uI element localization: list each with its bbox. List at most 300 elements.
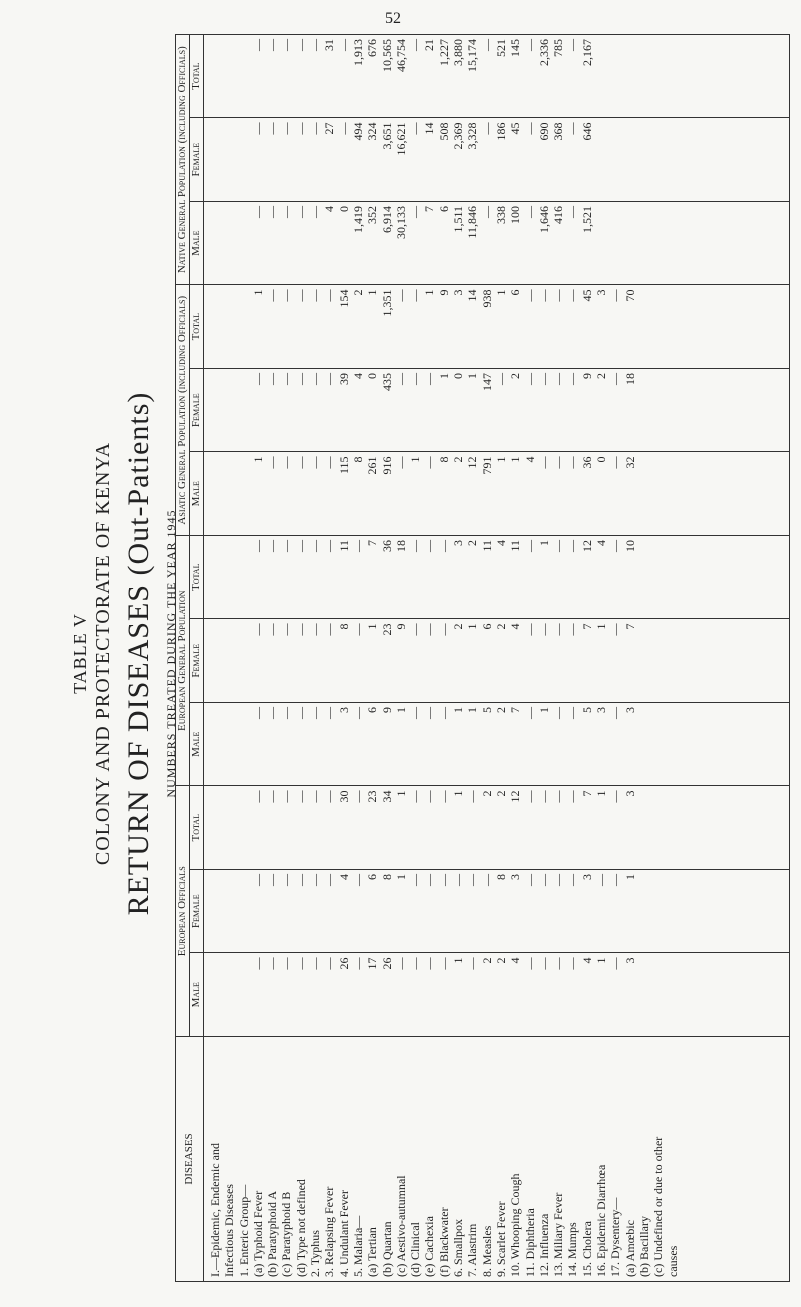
- data-cell: —: [293, 289, 308, 302]
- data-cell: —: [293, 456, 308, 469]
- data-cell: 4: [508, 623, 523, 630]
- data-cell: 6,914: [379, 205, 394, 233]
- data-cell: —: [436, 623, 451, 636]
- data-cell: 0: [365, 372, 380, 379]
- data-cell: 435: [379, 372, 394, 391]
- data-cell: 1: [594, 623, 609, 630]
- data-column: [204, 368, 790, 452]
- data-cell: —: [336, 38, 351, 51]
- data-cell: [222, 707, 236, 782]
- disease-line: (a) Tertian: [365, 1227, 380, 1277]
- data-cell: —: [350, 623, 365, 636]
- data-cell: —: [293, 706, 308, 719]
- data-cell: —: [608, 456, 623, 469]
- data-cell: 32: [622, 456, 637, 469]
- data-cell: 6: [436, 205, 451, 212]
- data-cell: —: [565, 122, 580, 135]
- data-cell: 11: [508, 539, 523, 552]
- data-cell: 2: [479, 790, 494, 797]
- data-cell: 1: [493, 456, 508, 463]
- data-cell: 1: [536, 539, 551, 546]
- data-cell: 3: [594, 289, 609, 296]
- data-column: [204, 201, 790, 285]
- data-cell: 1: [465, 372, 480, 379]
- data-cell: —: [551, 874, 566, 886]
- data-cell: —: [350, 706, 365, 719]
- data-cell: 690: [536, 122, 551, 141]
- data-cell: 8: [379, 874, 394, 880]
- disease-line: 15. Cholera: [579, 1221, 594, 1277]
- group-header-native: Native General Population (including Officials): [176, 34, 190, 285]
- data-cell: —: [522, 957, 537, 970]
- data-cell: 46,754: [393, 38, 408, 72]
- data-cell: —: [536, 456, 551, 469]
- data-cell: —: [436, 539, 451, 552]
- data-cell: 16,621: [393, 122, 408, 156]
- col-header-total: Total: [190, 786, 204, 870]
- data-cell: —: [436, 957, 451, 970]
- data-cell: 2: [493, 957, 508, 964]
- data-cell: —: [565, 957, 580, 970]
- data-cell: —: [308, 539, 323, 552]
- data-cell: [222, 289, 236, 364]
- data-cell: —: [408, 539, 423, 552]
- data-cell: 2: [451, 623, 466, 630]
- data-cell: —: [522, 205, 537, 218]
- data-cell: [208, 874, 222, 949]
- data-cell: —: [350, 957, 365, 970]
- data-cell: 1: [408, 456, 423, 463]
- data-column: [204, 619, 790, 703]
- data-cell: 154: [336, 289, 351, 308]
- data-cell: —: [265, 623, 280, 636]
- data-cell: 1: [393, 874, 408, 880]
- data-cell: 2: [465, 539, 480, 546]
- data-cell: —: [265, 874, 280, 886]
- data-cell: 21: [422, 38, 437, 51]
- data-cell: [594, 206, 608, 281]
- col-header-male: Male: [190, 201, 204, 285]
- data-cell: [222, 790, 236, 865]
- data-cell: —: [308, 623, 323, 636]
- data-column: [204, 452, 790, 536]
- data-cell: 2: [451, 456, 466, 463]
- data-cell: 31: [322, 38, 337, 51]
- data-cell: 34: [379, 790, 394, 803]
- data-cell: 521: [493, 38, 508, 57]
- data-cell: —: [522, 122, 537, 135]
- data-cell: —: [551, 623, 566, 636]
- group-header-european-general: European General Population: [176, 535, 190, 786]
- data-cell: 338: [493, 205, 508, 224]
- data-cell: —: [608, 623, 623, 636]
- data-cell: —: [265, 539, 280, 552]
- data-cell: 100: [508, 205, 523, 224]
- data-cell: 6: [479, 623, 494, 630]
- data-cell: —: [265, 957, 280, 970]
- disease-line: causes: [665, 1245, 680, 1277]
- data-cell: —: [265, 205, 280, 218]
- col-header-female: Female: [190, 368, 204, 452]
- data-cell: [222, 456, 236, 531]
- data-cell: —: [522, 623, 537, 636]
- data-cell: 324: [365, 122, 380, 141]
- data-cell: —: [265, 706, 280, 719]
- data-cell: 4: [493, 539, 508, 546]
- data-cell: 916: [379, 456, 394, 475]
- data-cell: —: [522, 289, 537, 302]
- data-cell: —: [279, 205, 294, 218]
- data-cell: 508: [436, 122, 451, 141]
- data-cell: [608, 206, 622, 281]
- data-cell: —: [522, 874, 537, 886]
- data-cell: —: [393, 289, 408, 302]
- data-cell: 494: [350, 122, 365, 141]
- data-cell: 4: [579, 957, 594, 964]
- data-cell: 1: [393, 706, 408, 713]
- data-cell: 2,336: [536, 38, 551, 66]
- data-cell: 1: [436, 372, 451, 379]
- data-cell: 26: [336, 957, 351, 970]
- data-cell: [237, 958, 251, 1033]
- disease-line: 9. Scarlet Fever: [493, 1201, 508, 1277]
- diseases-header: DISEASES: [176, 1037, 204, 1282]
- data-cell: 2,369: [451, 122, 466, 150]
- data-cell: —: [322, 289, 337, 302]
- data-cell: —: [308, 38, 323, 51]
- data-cell: [208, 206, 222, 281]
- data-cell: —: [265, 372, 280, 385]
- data-cell: [651, 540, 665, 615]
- data-cell: —: [565, 456, 580, 469]
- data-cell: —: [522, 38, 537, 51]
- data-cell: —: [265, 456, 280, 469]
- disease-line: 11. Diphtheria: [522, 1208, 537, 1277]
- data-cell: —: [408, 706, 423, 719]
- page-number: 52: [385, 10, 401, 27]
- disease-line: 16. Epidemic Diarrhœa: [594, 1164, 609, 1277]
- data-cell: —: [536, 957, 551, 970]
- data-cell: 1,227: [436, 38, 451, 66]
- data-cell: —: [265, 289, 280, 302]
- disease-line: I.—Epidemic, Endemic and: [208, 1143, 222, 1277]
- disease-line: 13. Miliary Fever: [551, 1192, 566, 1277]
- data-cell: [208, 707, 222, 782]
- data-cell: —: [308, 874, 323, 886]
- data-cell: 3,328: [465, 122, 480, 150]
- data-cell: —: [479, 205, 494, 218]
- data-cell: 27: [322, 122, 337, 135]
- data-cell: 1: [451, 790, 466, 797]
- data-cell: [208, 456, 222, 531]
- data-cell: —: [322, 706, 337, 719]
- data-cell: —: [293, 957, 308, 970]
- disease-line: 3. Relapsing Fever: [322, 1186, 337, 1277]
- data-cell: 1: [508, 456, 523, 463]
- data-cell: —: [536, 372, 551, 385]
- data-cell: 23: [365, 790, 380, 803]
- col-header-male: Male: [190, 702, 204, 786]
- data-cell: 8: [350, 456, 365, 463]
- data-cell: 1,351: [379, 289, 394, 317]
- data-cell: 791: [479, 456, 494, 475]
- data-cell: 1: [465, 623, 480, 630]
- data-cell: [651, 707, 665, 782]
- data-cell: —: [350, 874, 365, 886]
- data-cell: —: [293, 539, 308, 552]
- main-title: RETURN OF DISEASES (Out-Patients): [122, 391, 155, 916]
- data-cell: [208, 122, 222, 197]
- data-cell: [237, 707, 251, 782]
- returns-table: [175, 34, 790, 1282]
- data-cell: —: [293, 372, 308, 385]
- data-cell: —: [493, 372, 508, 385]
- data-cell: 14: [465, 289, 480, 302]
- data-column: [204, 285, 790, 369]
- data-cell: —: [322, 539, 337, 552]
- data-cell: —: [408, 790, 423, 803]
- data-cell: [637, 623, 651, 698]
- disease-line: (c) Undefined or due to other: [651, 1136, 666, 1277]
- disease-line: (d) Clinical: [408, 1222, 423, 1277]
- data-cell: —: [279, 372, 294, 385]
- data-cell: 261: [365, 456, 380, 475]
- data-cell: —: [608, 790, 623, 803]
- data-cell: [637, 790, 651, 865]
- data-cell: —: [565, 706, 580, 719]
- data-cell: —: [422, 539, 437, 552]
- data-cell: —: [408, 372, 423, 385]
- data-cell: 30,133: [393, 205, 408, 239]
- disease-line: 17. Dysentery—: [608, 1197, 623, 1277]
- data-cell: [237, 289, 251, 364]
- data-cell: 352: [365, 205, 380, 224]
- data-cell: —: [250, 205, 265, 218]
- data-cell: —: [565, 874, 580, 886]
- data-cell: 2: [479, 957, 494, 964]
- data-cell: 4: [522, 456, 537, 463]
- data-cell: 8: [493, 874, 508, 880]
- data-column: [204, 870, 790, 954]
- data-cell: [637, 958, 651, 1033]
- data-cell: —: [422, 790, 437, 803]
- data-cell: 36: [379, 539, 394, 552]
- data-cell: [222, 373, 236, 448]
- data-cell: —: [408, 957, 423, 970]
- data-cell: —: [465, 790, 480, 803]
- data-cell: [608, 122, 622, 197]
- col-header-female: Female: [190, 118, 204, 202]
- data-cell: 7: [579, 623, 594, 630]
- data-cell: [208, 958, 222, 1033]
- data-cell: [637, 540, 651, 615]
- data-cell: —: [308, 456, 323, 469]
- data-cell: —: [422, 456, 437, 469]
- data-cell: 3: [594, 706, 609, 713]
- data-cell: —: [536, 289, 551, 302]
- data-cell: —: [279, 38, 294, 51]
- data-cell: 9: [379, 706, 394, 713]
- data-cell: —: [265, 38, 280, 51]
- data-cell: 3: [622, 790, 637, 797]
- data-cell: —: [308, 957, 323, 970]
- disease-line: (f) Blackwater: [436, 1207, 451, 1277]
- data-cell: —: [565, 372, 580, 385]
- data-cell: 1: [365, 289, 380, 296]
- data-cell: [594, 122, 608, 197]
- sub-title: NUMBERS TREATED DURING THE YEAR 1945: [164, 509, 178, 798]
- data-cell: 12: [465, 456, 480, 469]
- data-cell: —: [551, 372, 566, 385]
- table-body-row: [204, 34, 790, 1281]
- data-cell: 115: [336, 456, 351, 475]
- table-label: TABLE V: [70, 613, 90, 694]
- data-cell: [637, 874, 651, 949]
- group-header-asiatic: Asiatic General Population (including Officials): [176, 285, 190, 536]
- data-cell: 6: [508, 289, 523, 296]
- data-column: [204, 702, 790, 786]
- data-cell: [594, 39, 608, 114]
- data-cell: 186: [493, 122, 508, 141]
- data-cell: [623, 39, 637, 114]
- data-cell: —: [322, 874, 337, 886]
- data-cell: —: [408, 289, 423, 302]
- data-cell: —: [322, 623, 337, 636]
- data-cell: —: [551, 790, 566, 803]
- data-cell: [222, 122, 236, 197]
- disease-line: (b) Paratyphoid A: [265, 1191, 280, 1277]
- data-cell: —: [308, 372, 323, 385]
- data-cell: 2: [350, 289, 365, 296]
- data-cell: 23: [379, 623, 394, 636]
- data-cell: [651, 874, 665, 949]
- col-header-total: Total: [190, 34, 204, 118]
- data-cell: —: [250, 372, 265, 385]
- data-cell: 1,913: [350, 38, 365, 66]
- data-cell: —: [608, 706, 623, 719]
- data-cell: —: [594, 874, 609, 886]
- data-cell: 785: [551, 38, 566, 57]
- data-cell: 8: [436, 456, 451, 463]
- data-cell: [623, 206, 637, 281]
- data-cell: 2: [594, 372, 609, 379]
- data-cell: 11: [336, 539, 351, 552]
- data-cell: 7: [622, 623, 637, 630]
- data-cell: —: [436, 790, 451, 803]
- data-cell: —: [408, 38, 423, 51]
- disease-line: 1. Enteric Group—: [236, 1184, 251, 1277]
- data-cell: 1: [451, 957, 466, 964]
- data-cell: —: [479, 38, 494, 51]
- data-cell: [222, 623, 236, 698]
- data-cell: 45: [579, 289, 594, 302]
- data-cell: 30: [336, 790, 351, 803]
- disease-line: 7. Alastrim: [465, 1223, 480, 1277]
- data-cell: 1: [536, 706, 551, 713]
- data-cell: [222, 874, 236, 949]
- data-cell: [237, 874, 251, 949]
- data-cell: —: [279, 957, 294, 970]
- data-cell: [208, 289, 222, 364]
- data-cell: —: [565, 289, 580, 302]
- data-cell: —: [250, 790, 265, 803]
- data-cell: —: [393, 372, 408, 385]
- data-cell: [237, 39, 251, 114]
- data-cell: 1: [422, 289, 437, 296]
- col-header-total: Total: [190, 535, 204, 619]
- data-cell: —: [322, 790, 337, 803]
- data-cell: 4: [336, 874, 351, 880]
- data-cell: 14: [422, 122, 437, 135]
- data-cell: —: [422, 957, 437, 970]
- data-cell: 1: [594, 790, 609, 797]
- data-cell: —: [279, 623, 294, 636]
- data-cell: —: [350, 539, 365, 552]
- data-cell: —: [293, 874, 308, 886]
- col-header-male: Male: [190, 452, 204, 536]
- data-cell: 3: [622, 706, 637, 713]
- data-cell: [651, 289, 665, 364]
- data-cell: —: [565, 205, 580, 218]
- data-cell: —: [565, 539, 580, 552]
- col-header-female: Female: [190, 870, 204, 954]
- data-cell: 17: [365, 957, 380, 970]
- data-cell: [237, 540, 251, 615]
- disease-line: 6. Smallpox: [451, 1218, 466, 1277]
- data-cell: —: [308, 706, 323, 719]
- data-cell: —: [293, 205, 308, 218]
- data-cell: —: [393, 456, 408, 469]
- data-cell: —: [479, 122, 494, 135]
- data-cell: 5: [579, 706, 594, 713]
- data-cell: 1,511: [451, 205, 466, 233]
- data-cell: 646: [579, 122, 594, 141]
- data-cell: 4: [322, 205, 337, 212]
- data-cell: 36: [579, 456, 594, 469]
- data-cell: —: [393, 957, 408, 970]
- disease-line: (e) Cachexia: [422, 1216, 437, 1277]
- data-cell: 26: [379, 957, 394, 970]
- data-cell: 3,880: [451, 38, 466, 66]
- data-cell: 6: [365, 706, 380, 713]
- data-cell: —: [608, 289, 623, 302]
- data-cell: —: [551, 456, 566, 469]
- data-cell: 1: [622, 874, 637, 880]
- data-cell: —: [279, 539, 294, 552]
- data-cell: —: [308, 790, 323, 803]
- data-cell: [237, 373, 251, 448]
- data-cell: [222, 39, 236, 114]
- data-cell: —: [293, 122, 308, 135]
- data-cell: —: [408, 205, 423, 218]
- data-cell: 368: [551, 122, 566, 141]
- disease-line: 12. Influenza: [536, 1213, 551, 1277]
- data-cell: —: [536, 623, 551, 636]
- data-cell: [237, 206, 251, 281]
- data-cell: —: [536, 790, 551, 803]
- data-cell: 1: [393, 790, 408, 797]
- data-cell: —: [436, 706, 451, 719]
- data-cell: 1: [594, 957, 609, 964]
- data-cell: 45: [508, 122, 523, 135]
- data-cell: 938: [479, 289, 494, 308]
- data-cell: [623, 122, 637, 197]
- data-cell: —: [293, 38, 308, 51]
- data-cell: —: [308, 289, 323, 302]
- data-cell: [237, 122, 251, 197]
- data-cell: [208, 373, 222, 448]
- data-cell: —: [408, 874, 423, 886]
